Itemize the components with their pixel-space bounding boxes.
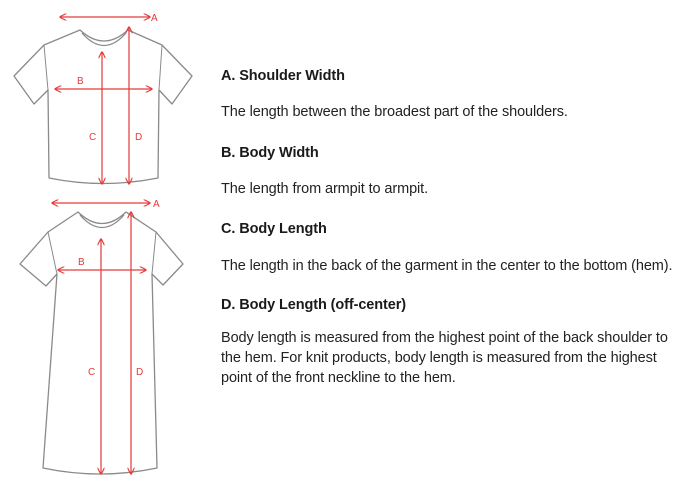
section-description: The length in the back of the garment in the center to the bottom (hem).: [221, 258, 673, 274]
section-title: A. Shoulder Width: [221, 68, 345, 84]
dress-label-c: C: [88, 367, 96, 378]
section-shoulder-width: [221, 67, 691, 122]
section-title: C. Body Length: [221, 221, 327, 237]
tshirt-label-d: D: [135, 132, 143, 143]
section-body-length: [221, 220, 691, 276]
dress-label-d: D: [136, 367, 144, 378]
tshirt-label-c: C: [89, 132, 97, 143]
tshirt-label-b: B: [77, 76, 84, 87]
tshirt-illustration: [14, 13, 192, 184]
dress-label-a: A: [153, 199, 160, 210]
tshirt-outline: [14, 30, 192, 184]
section-title: D. Body Length (off-center): [221, 297, 406, 313]
section-body-width: [221, 144, 691, 199]
tshirt-label-a: A: [151, 13, 158, 24]
section-description: The length between the broadest part of the shoulders.: [221, 104, 568, 120]
dress-illustration: [20, 199, 183, 474]
section-description: Body length is measured from the highest point of the back shoulder to the hem. For knit products, body length is measured from the highest point of the front neckline to the hem.: [221, 330, 668, 386]
dress-label-b: B: [78, 257, 85, 268]
section-title: B. Body Width: [221, 145, 319, 161]
section-description: The length from armpit to armpit.: [221, 181, 429, 197]
section-body-length-off-center: [221, 296, 691, 388]
garment-measurement-diagram: [0, 0, 200, 485]
